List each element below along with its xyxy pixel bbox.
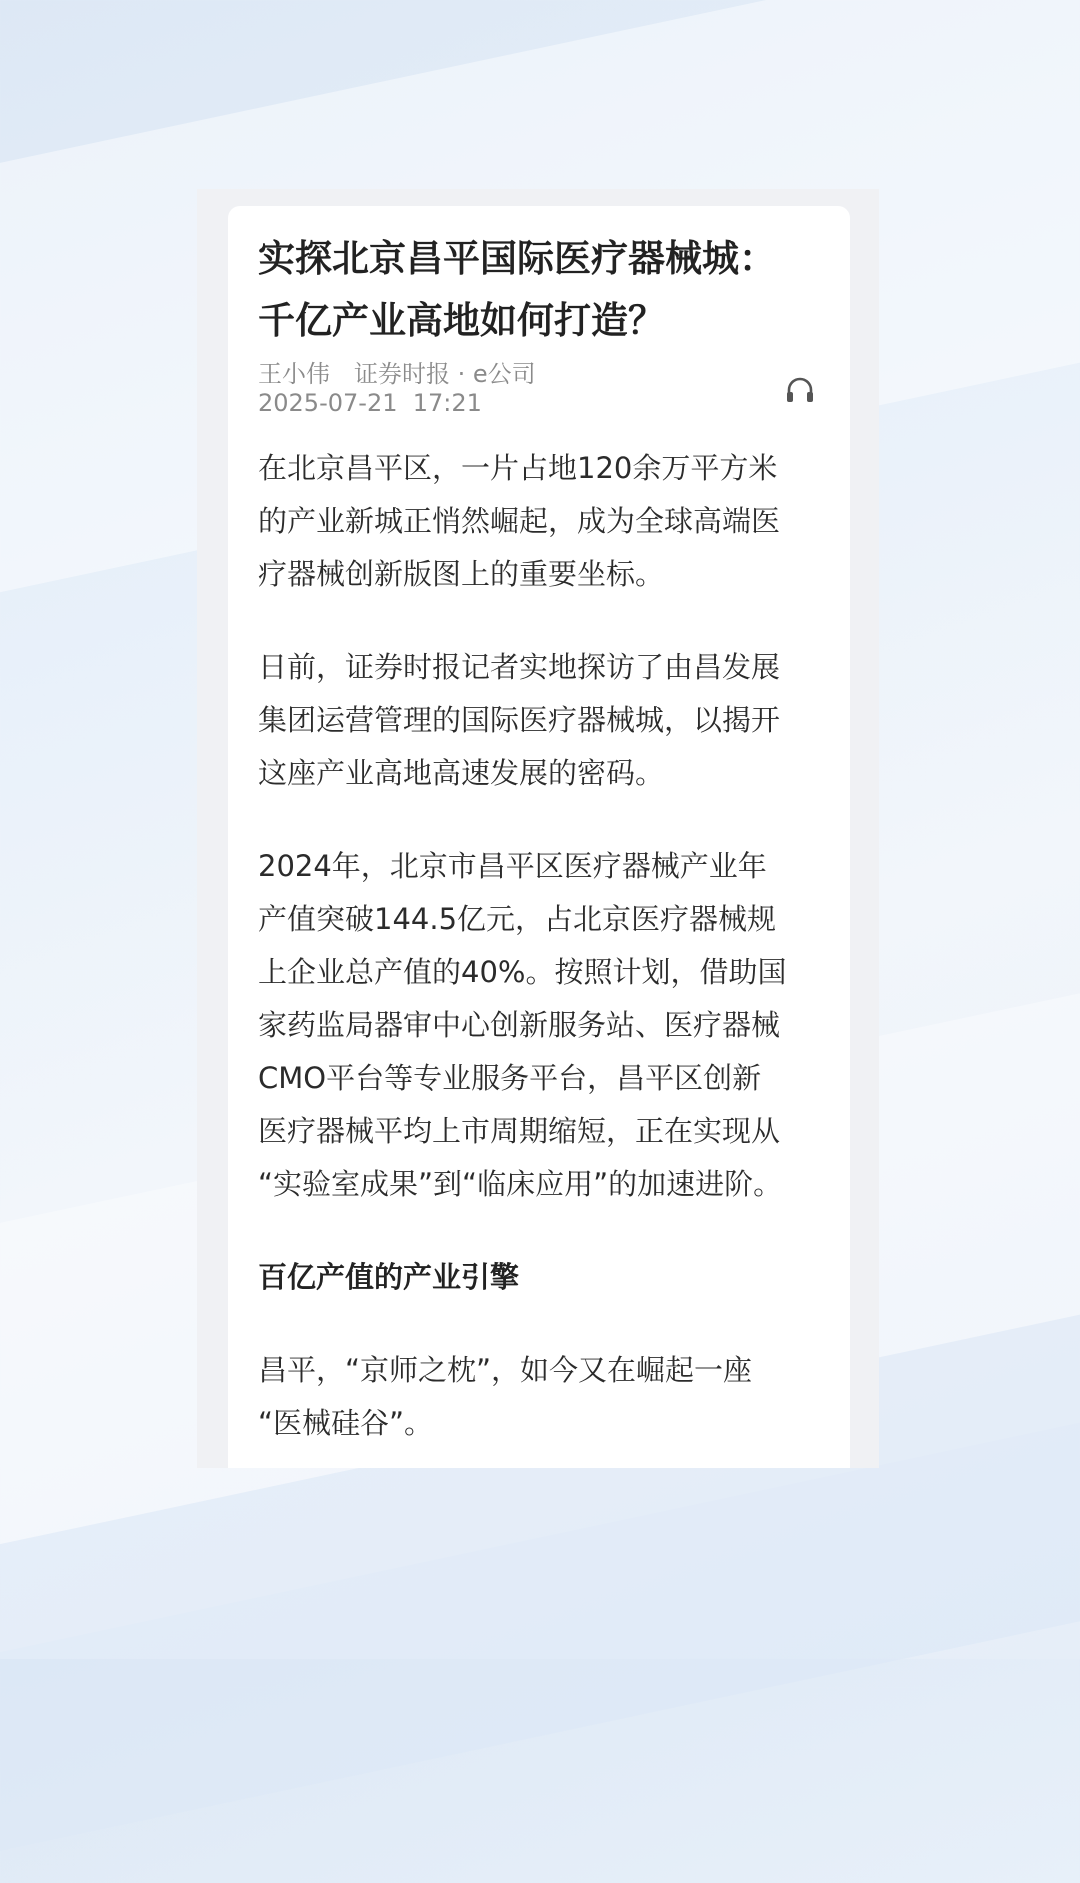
title-line: 千亿产业高地如何打造？ xyxy=(258,299,665,342)
paragraph-line: 这座产业高地高速发展的密码。 xyxy=(258,756,665,790)
article-paragraph xyxy=(258,442,820,601)
paragraph-line: 昌平，“京师之枕”，如今又在崛起一座 xyxy=(258,1353,753,1387)
publish-datetime: 2025-07-21 17:21 xyxy=(258,389,482,417)
article-meta xyxy=(258,360,820,420)
paragraph-line: 的产业新城正悄然崛起，成为全球高端医 xyxy=(258,504,781,538)
paragraph-line: 家药监局器审中心创新服务站、医疗器械 xyxy=(258,1008,781,1042)
paragraph-line: 上企业总产值的40%。按照计划，借助国 xyxy=(258,955,787,989)
article-content xyxy=(258,228,820,1450)
title-line: 实探北京昌平国际医疗器械城： xyxy=(258,237,776,280)
paragraph-line: 2024年，北京市昌平区医疗器械产业年 xyxy=(258,849,767,883)
source-name[interactable]: 证券时报 · e公司 xyxy=(354,360,536,388)
article-title xyxy=(258,228,820,352)
paragraph-line: 在北京昌平区，一片占地120余万平方米 xyxy=(258,451,778,485)
paragraph-line: 集团运营管理的国际医疗器械城，以揭开 xyxy=(258,703,781,737)
paragraph-line: 疗器械创新版图上的重要坐标。 xyxy=(258,557,665,591)
paragraph-line: “实验室成果”到“临床应用”的加速进阶。 xyxy=(258,1167,783,1201)
section-heading: 百亿产值的产业引擎 xyxy=(258,1260,520,1294)
paragraph-line: 医疗器械平均上市周期缩短，正在实现从 xyxy=(258,1114,781,1148)
paragraph-line: CMO平台等专业服务平台，昌平区创新 xyxy=(258,1061,762,1095)
paragraph-line: “医械硅谷”。 xyxy=(258,1406,434,1440)
headphones-icon[interactable] xyxy=(784,374,816,406)
paragraph-line: 日前，证券时报记者实地探访了由昌发展 xyxy=(258,650,781,684)
byline xyxy=(258,360,820,389)
author-name[interactable]: 王小伟 xyxy=(258,360,330,388)
article-paragraph xyxy=(258,641,820,800)
article-paragraph xyxy=(258,1344,820,1450)
paragraph-line: 产值突破144.5亿元，占北京医疗器械规 xyxy=(258,902,777,936)
article-card[interactable] xyxy=(228,206,850,1468)
article-paragraph xyxy=(258,840,820,1211)
